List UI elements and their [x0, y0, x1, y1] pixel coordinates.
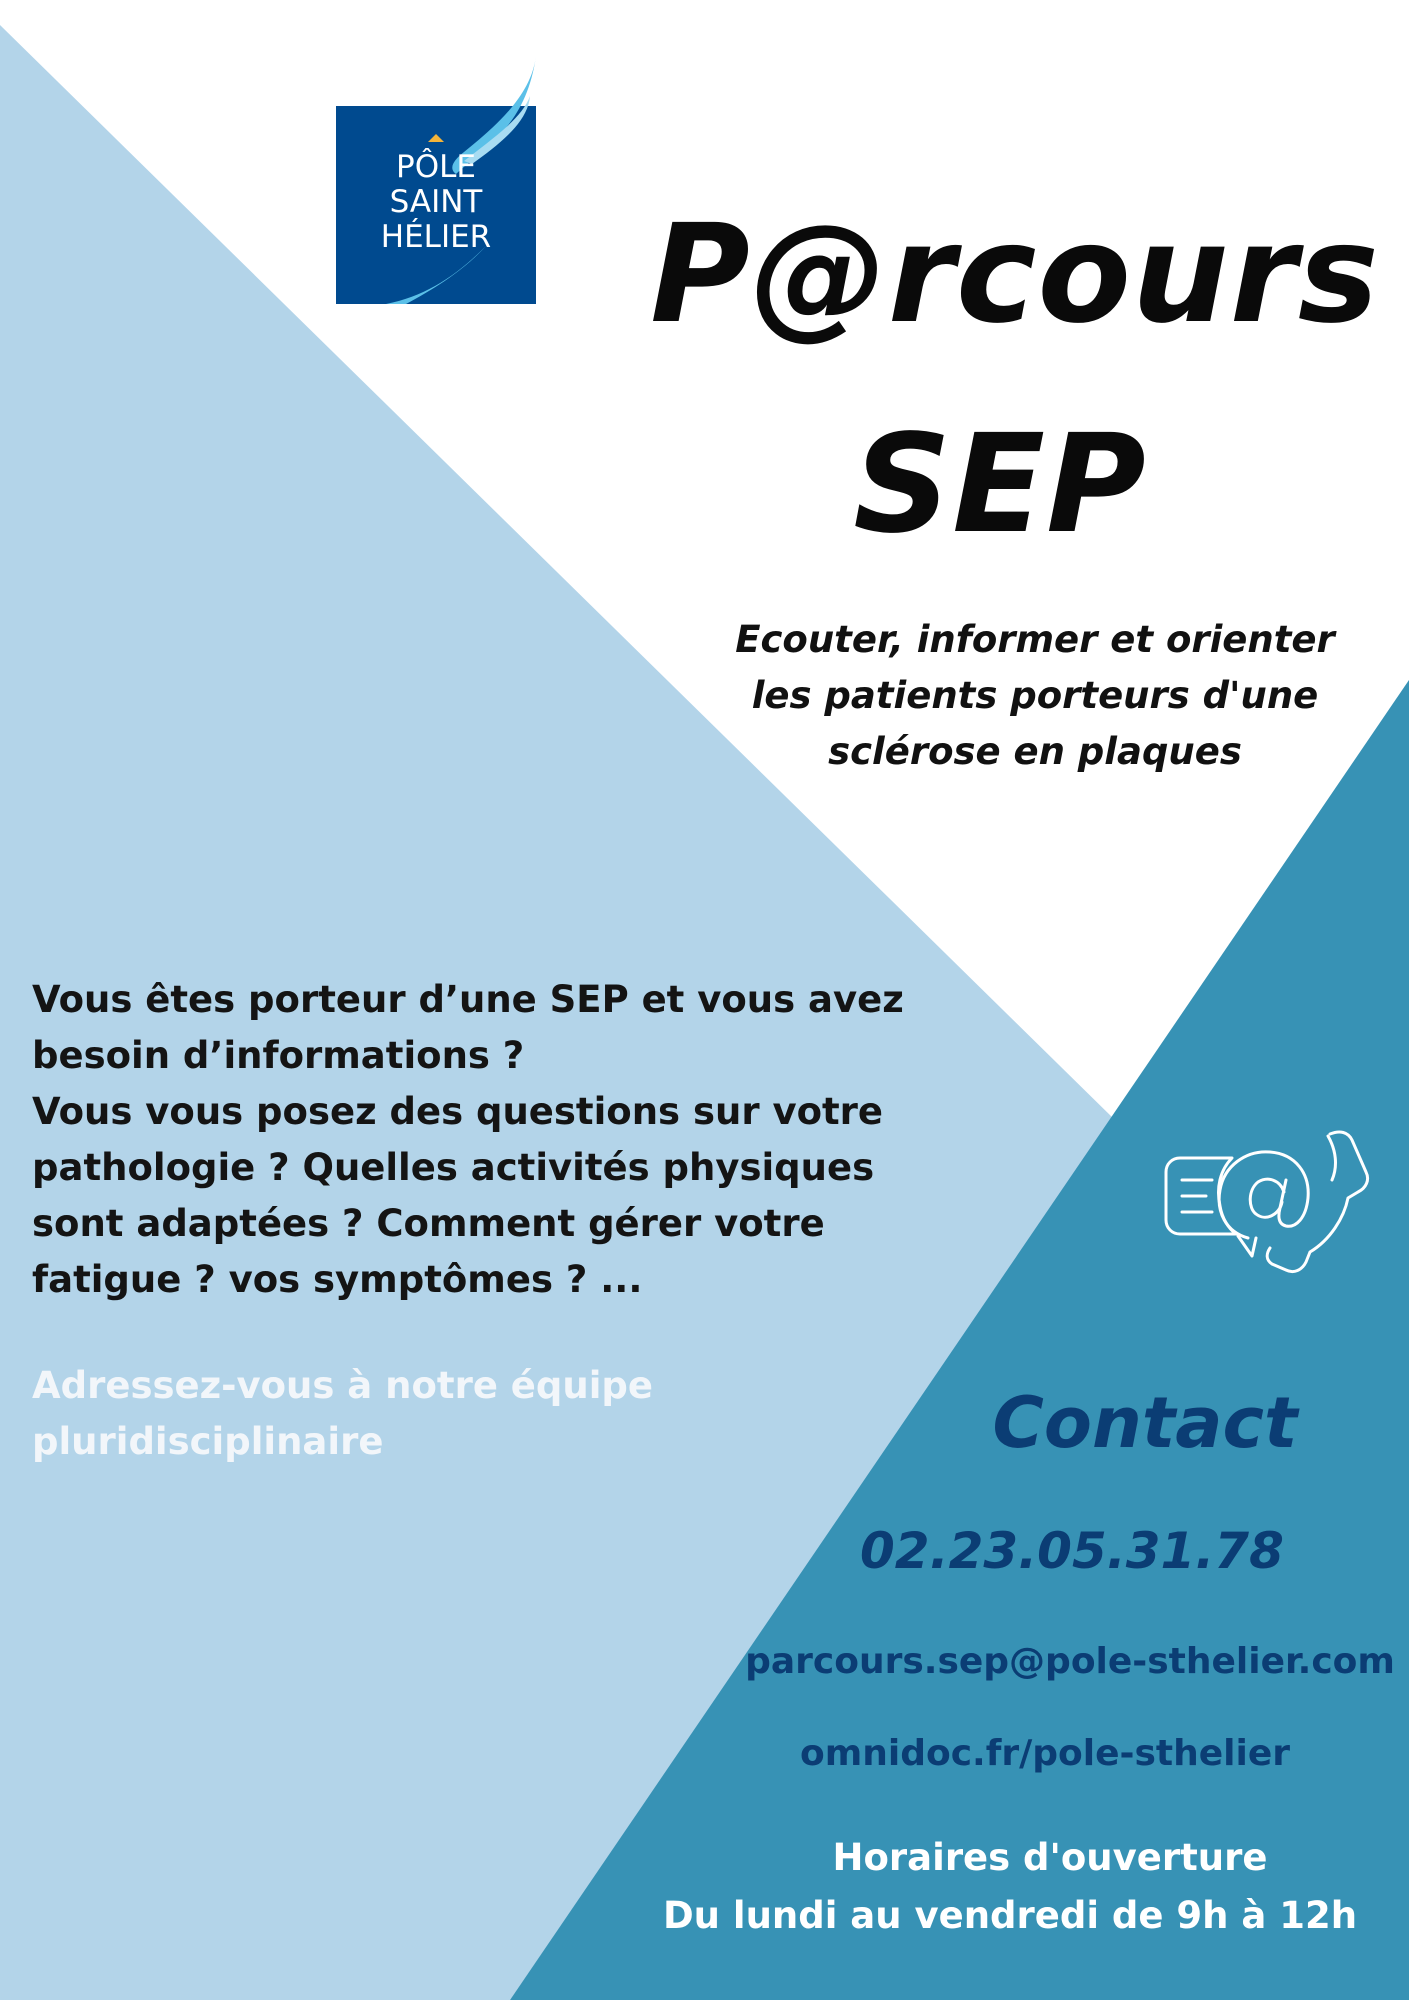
logo-text-line2: SAINT [389, 184, 483, 220]
intro-paragraph-2: Vous vous posez des questions sur votre pathologie ? Quelles activités physiques sont adaptées ? Comment gérer votre fatigue ? vos symptômes ? ... [32, 1090, 884, 1301]
subtitle-line1: Ecouter, informer et orienter [735, 618, 1335, 661]
logo-text-line3: HÉLIER [380, 219, 492, 255]
page-title-line1: P@rcours [650, 196, 1380, 354]
subtitle [700, 612, 1370, 780]
page-title-line2: SEP [853, 406, 1147, 564]
opening-hours: Du lundi au vendredi de 9h à 12h [662, 1894, 1358, 1937]
website-link[interactable]: omnidoc.fr/pole-sthelier [799, 1733, 1291, 1774]
email-phone-icon [1160, 1128, 1374, 1280]
subtitle-line2: les patients porteurs d'une [751, 674, 1319, 717]
intro-paragraph-1: Vous êtes porteur d’une SEP et vous avez besoin d’informations ? [32, 978, 904, 1077]
logo-text-line1: PÔLE [396, 149, 476, 185]
call-to-action: Adressez-vous à notre équipe pluridisciplinaire [32, 1364, 653, 1463]
subtitle-line3: sclérose en plaques [828, 730, 1242, 773]
intro-text [32, 972, 912, 1308]
phone-number[interactable]: 02.23.05.31.78 [860, 1522, 1284, 1580]
pole-saint-helier-logo [336, 56, 536, 304]
contact-heading: Contact [992, 1382, 1298, 1464]
opening-hours-title: Horaires d'ouverture [832, 1836, 1268, 1879]
email-address[interactable]: parcours.sep@pole-sthelier.com [745, 1641, 1395, 1682]
